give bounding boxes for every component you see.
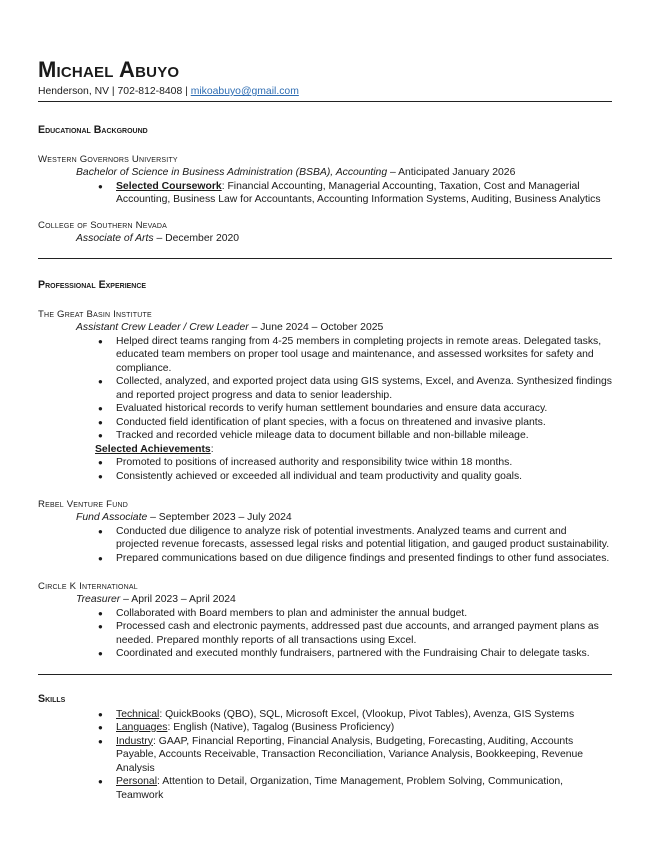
list-item [98, 180, 612, 207]
job-title: Fund Associate [76, 512, 148, 523]
list-item: ● Consistently achieved or exceeded all individual and team productivity and quality goals. [98, 470, 612, 484]
skill-category-label: Personal [116, 776, 158, 787]
education-degree [38, 166, 612, 180]
skill-category-text: : GAAP, Financial Reporting, Financial Analysis, Budgeting, Forecasting, Auditing, Accounts Payable, Accounts Receivable, Transaction Reconciliation, Variance Analysis, Bookkeeping, Revenue Analysis [116, 735, 584, 774]
section-divider [38, 258, 612, 259]
list-item: ● Collected, analyzed, and exported project data using GIS systems, Excel, and Avenza. Synthesized findings and reported project progress and data to senior leadership. [98, 375, 612, 402]
contact-details: Henderson, NV | 702-812-8408 | [38, 86, 191, 97]
list-item: ● Evaluated historical records to verify human settlement boundaries and ensure data accuracy. [98, 402, 612, 416]
list-item: ● Helped direct teams ranging from 4-25 members in completing projects in remote areas. Delegated tasks, educated team members on proper tool usage and maintenance, and assessed worksites for safety and compliance. [98, 335, 612, 376]
achievement-bullets [38, 456, 612, 483]
skill-category-text: : QuickBooks (QBO), SQL, Microsoft Excel, (Vlookup, Pivot Tables), Avenza, GIS Systems [159, 708, 575, 720]
skills-list [38, 708, 612, 803]
coursework-list [38, 180, 612, 207]
experience-section-title: Professional Experience [38, 279, 147, 291]
list-item: ● Coordinated and executed monthly fundraisers, partnered with the Fundraising Chair to delegate tasks. [98, 647, 612, 661]
job-role [38, 511, 612, 525]
job-bullets [38, 525, 612, 566]
list-item: ● Collaborated with Board members to plan and administer the annual budget. [98, 607, 612, 621]
job-role [38, 593, 612, 607]
job-role [38, 321, 612, 335]
list-item: ● Tracked and recorded vehicle mileage data to document billable and non-billable mileage. [98, 429, 612, 443]
job-dates: – April 2023 – April 2024 [120, 594, 236, 605]
job-title: Treasurer [76, 594, 121, 605]
coursework-label: Selected Coursework [116, 180, 222, 192]
job-title: Assistant Crew Leader / Crew Leader [76, 322, 249, 333]
contact-line [38, 85, 612, 99]
list-item [98, 775, 612, 802]
achievements-label: Selected Achievements [95, 443, 211, 455]
list-item [98, 735, 612, 776]
education-section-title: Educational Background [38, 124, 148, 136]
skill-category-label: Technical [116, 708, 160, 720]
employer-name: Circle K International [38, 581, 138, 592]
job-dates: – June 2024 – October 2025 [248, 322, 384, 333]
degree-date: – Anticipated January 2026 [387, 167, 516, 178]
employer-name: Rebel Venture Fund [38, 499, 128, 510]
job-dates: – September 2023 – July 2024 [147, 512, 292, 523]
email-link[interactable]: mikoabuyo@gmail.com [190, 86, 299, 97]
candidate-name: Michael Abuyo [38, 57, 180, 82]
list-item: ● Prepared communications based on due diligence findings and presented findings to other fund associates. [98, 552, 612, 566]
list-item: ● Conducted field identification of plant species, with a focus on threatened and invasive plants. [98, 416, 612, 430]
coursework-text: : Financial Accounting, Managerial Accounting, Taxation, Cost and Managerial Accounting, Business Law for Accountants, Accounting Information Systems, Auditing, Business Analytics [116, 180, 601, 205]
skills-section-title: Skills [38, 692, 66, 705]
list-item: ● Processed cash and electronic payments, addressed past due accounts, and arranged payment plans as needed. Prepared monthly reports of all transactions using Excel. [98, 620, 612, 647]
education-org: Western Governors University [38, 154, 178, 165]
header-divider [38, 101, 612, 102]
education-org: College of Southern Nevada [38, 219, 168, 231]
employer-name: The Great Basin Institute [38, 309, 152, 320]
list-item: ● Promoted to positions of increased authority and responsibility twice within 18 months. [98, 456, 612, 470]
skill-category-label: Industry [116, 735, 153, 747]
achievements-heading: Selected Achievements: [95, 443, 214, 455]
job-bullets [38, 607, 612, 661]
skill-category-text: : Attention to Detail, Organization, Time Management, Problem Solving, Communication, Teamwork [116, 776, 564, 801]
list-item: ● Conducted due diligence to analyze risk of potential investments. Analyzed teams and current and projected revenue forecasts, assessed legal risks and potential litigation, and gauged product sustainability. [98, 525, 612, 552]
degree-date: – December 2020 [153, 232, 240, 244]
skill-category-label: Languages [116, 722, 168, 733]
degree-name: Bachelor of Science in Business Administration (BSBA), Accounting [76, 167, 388, 178]
skill-category-text: : English (Native), Tagalog (Business Proficiency) [167, 722, 395, 733]
section-divider [38, 674, 612, 675]
job-bullets [38, 335, 612, 443]
education-degree [38, 232, 612, 246]
list-item [98, 721, 612, 735]
list-item [98, 708, 612, 722]
degree-name: Associate of Arts [76, 232, 154, 244]
